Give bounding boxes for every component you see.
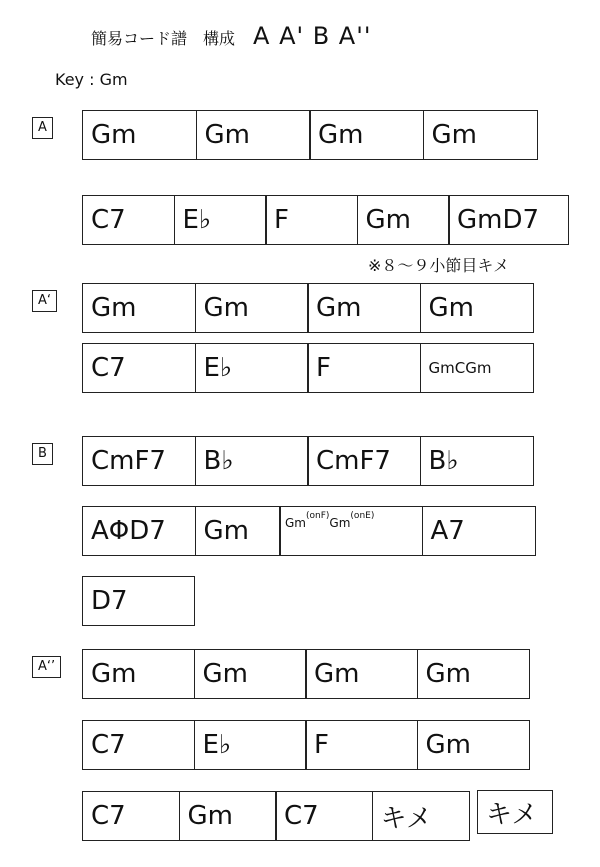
chord-cell: D7	[82, 576, 195, 626]
chord-cell: B♭	[420, 436, 534, 486]
chord-row-a2-2	[82, 343, 534, 393]
chord-cell: Gm	[179, 791, 277, 841]
chord-row-b-1	[82, 436, 534, 486]
chord-cell: C7	[275, 791, 373, 841]
page-title	[91, 22, 371, 58]
chord-cell: Gm	[417, 649, 530, 699]
chord-gm-2: Gm	[329, 516, 351, 530]
chord-cell: E♭	[195, 343, 309, 393]
chord-cell: Gm	[194, 649, 307, 699]
chord-cell: Gm	[420, 283, 534, 333]
chord-cell: キメ	[372, 791, 470, 841]
chord-cell: Gm	[417, 720, 530, 770]
chord-cell: F	[265, 195, 358, 245]
chord-cell: Gm	[82, 649, 195, 699]
chord-cell-slash: Gm (onF) Gm (onE)	[279, 506, 423, 556]
title-structure: A A' B A''	[253, 22, 372, 50]
chord-cell: Gm	[305, 649, 418, 699]
chord-cell: GmD7	[448, 195, 569, 245]
chord-row-a-1	[82, 110, 538, 160]
chord-cell: E♭	[174, 195, 267, 245]
chord-cell: F	[307, 343, 421, 393]
chord-cell: Gm	[307, 283, 421, 333]
section-marker-a-prime: A‘	[32, 290, 57, 312]
section-marker-a: A	[32, 117, 53, 139]
section-marker-a-double-prime: A‘’	[32, 656, 61, 678]
chord-cell: Gm	[423, 110, 538, 160]
chord-cell: Gm	[82, 110, 197, 160]
chord-cell: C7	[82, 195, 175, 245]
chord-row-b-2	[82, 506, 536, 556]
chord-row-a3-3	[82, 791, 470, 841]
chord-cell: Gm	[357, 195, 450, 245]
chord-cell: B♭	[195, 436, 309, 486]
chord-cell: Gm	[309, 110, 424, 160]
title-main: 簡易コード譜 構成	[91, 29, 236, 48]
chord-cell: F	[305, 720, 418, 770]
chord-cell: Gm	[195, 283, 309, 333]
chord-cell: E♭	[194, 720, 307, 770]
chord-cell: C7	[82, 720, 195, 770]
chord-small-text: GmCGm	[428, 359, 492, 377]
chord-row-a3-1	[82, 649, 530, 699]
chord-row-a2-1	[82, 283, 534, 333]
chord-cell-extra: キメ	[477, 790, 553, 834]
chord-row-b-3	[82, 576, 195, 626]
chord-cell: Gm	[195, 506, 281, 556]
chord-cell: AΦD7	[82, 506, 196, 556]
chord-cell: C7	[82, 791, 180, 841]
section-note: ※８～９小節目キメ	[368, 256, 510, 275]
section-marker-b: B	[32, 443, 53, 465]
chord-cell: C7	[82, 343, 196, 393]
chord-cell	[420, 343, 534, 393]
chord-cell: CmF7	[82, 436, 196, 486]
chord-cell: A7	[422, 506, 536, 556]
chord-cell: Gm	[82, 283, 196, 333]
chord-gm-1: Gm	[285, 516, 306, 530]
chord-row-a3-2	[82, 720, 530, 770]
chord-cell: Gm	[196, 110, 311, 160]
key-label: Key : Gm	[55, 70, 128, 89]
chord-row-a-2	[82, 195, 569, 245]
chord-cell: CmF7	[307, 436, 421, 486]
